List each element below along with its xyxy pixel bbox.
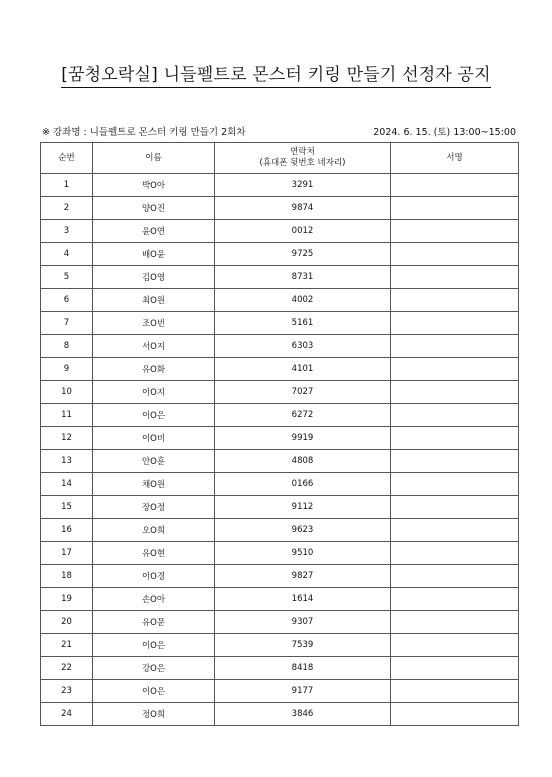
row-name-cell: 이O은 bbox=[93, 634, 215, 657]
row-number-cell: 19 bbox=[41, 588, 93, 611]
table-row bbox=[41, 565, 519, 588]
row-name-cell: 최O원 bbox=[93, 289, 215, 312]
row-signature-cell bbox=[391, 335, 519, 358]
row-phone-cell: 3291 bbox=[215, 174, 391, 197]
row-number-cell: 16 bbox=[41, 519, 93, 542]
row-phone-cell: 1614 bbox=[215, 588, 391, 611]
header-contact bbox=[215, 143, 391, 174]
table-row bbox=[41, 703, 519, 726]
row-signature-cell bbox=[391, 703, 519, 726]
row-phone-cell: 9112 bbox=[215, 496, 391, 519]
row-name-cell: 이O지 bbox=[93, 381, 215, 404]
row-phone-cell: 3846 bbox=[215, 703, 391, 726]
row-number-cell: 14 bbox=[41, 473, 93, 496]
course-info-line bbox=[42, 124, 516, 138]
row-number-cell: 13 bbox=[41, 450, 93, 473]
row-phone-cell: 0012 bbox=[215, 220, 391, 243]
row-name-cell: 장O정 bbox=[93, 496, 215, 519]
row-name-cell: 채O원 bbox=[93, 473, 215, 496]
row-name-cell: 이O은 bbox=[93, 680, 215, 703]
row-phone-cell: 9510 bbox=[215, 542, 391, 565]
row-name-cell: 양O진 bbox=[93, 197, 215, 220]
row-name-cell: 유O현 bbox=[93, 542, 215, 565]
row-number-cell: 22 bbox=[41, 657, 93, 680]
table-row bbox=[41, 611, 519, 634]
row-name-cell: 손O아 bbox=[93, 588, 215, 611]
row-signature-cell bbox=[391, 450, 519, 473]
row-signature-cell bbox=[391, 289, 519, 312]
row-phone-cell: 5161 bbox=[215, 312, 391, 335]
row-number-cell: 11 bbox=[41, 404, 93, 427]
row-signature-cell bbox=[391, 519, 519, 542]
row-signature-cell bbox=[391, 680, 519, 703]
table-row bbox=[41, 427, 519, 450]
participants-table bbox=[40, 142, 519, 726]
row-signature-cell bbox=[391, 657, 519, 680]
table-row bbox=[41, 381, 519, 404]
row-phone-cell: 8418 bbox=[215, 657, 391, 680]
row-name-cell: 박O아 bbox=[93, 174, 215, 197]
row-signature-cell bbox=[391, 565, 519, 588]
row-number-cell: 9 bbox=[41, 358, 93, 381]
row-phone-cell: 4002 bbox=[215, 289, 391, 312]
row-signature-cell bbox=[391, 542, 519, 565]
table-row bbox=[41, 197, 519, 220]
document-title: [꿈청오락실] 니들펠트로 몬스터 키링 만들기 선정자 공지 bbox=[61, 65, 491, 88]
row-signature-cell bbox=[391, 611, 519, 634]
row-number-cell: 17 bbox=[41, 542, 93, 565]
row-phone-cell: 4808 bbox=[215, 450, 391, 473]
row-number-cell: 18 bbox=[41, 565, 93, 588]
table-row bbox=[41, 220, 519, 243]
row-signature-cell bbox=[391, 496, 519, 519]
row-phone-cell: 9919 bbox=[215, 427, 391, 450]
row-number-cell: 15 bbox=[41, 496, 93, 519]
row-number-cell: 4 bbox=[41, 243, 93, 266]
row-number-cell: 2 bbox=[41, 197, 93, 220]
row-phone-cell: 9623 bbox=[215, 519, 391, 542]
row-signature-cell bbox=[391, 266, 519, 289]
table-row bbox=[41, 312, 519, 335]
table-row bbox=[41, 404, 519, 427]
row-name-cell: 서O지 bbox=[93, 335, 215, 358]
row-name-cell: 안O훈 bbox=[93, 450, 215, 473]
row-signature-cell bbox=[391, 634, 519, 657]
row-phone-cell: 7539 bbox=[215, 634, 391, 657]
row-phone-cell: 9307 bbox=[215, 611, 391, 634]
table-row bbox=[41, 634, 519, 657]
document-title-container bbox=[0, 60, 552, 85]
row-signature-cell bbox=[391, 220, 519, 243]
row-name-cell: 윤O연 bbox=[93, 220, 215, 243]
row-phone-cell: 6272 bbox=[215, 404, 391, 427]
row-number-cell: 23 bbox=[41, 680, 93, 703]
header-signature: 서명 bbox=[391, 143, 519, 174]
row-name-cell: 배O윤 bbox=[93, 243, 215, 266]
row-name-cell: 정O희 bbox=[93, 703, 215, 726]
row-number-cell: 10 bbox=[41, 381, 93, 404]
row-number-cell: 12 bbox=[41, 427, 93, 450]
table-row bbox=[41, 289, 519, 312]
table-row bbox=[41, 243, 519, 266]
row-number-cell: 21 bbox=[41, 634, 93, 657]
course-label: ※ 강좌명 : 니들펠트로 몬스터 키링 만들기 2회차 bbox=[42, 127, 246, 138]
table-row bbox=[41, 680, 519, 703]
table-row bbox=[41, 542, 519, 565]
row-number-cell: 6 bbox=[41, 289, 93, 312]
row-phone-cell: 7027 bbox=[215, 381, 391, 404]
table-row bbox=[41, 335, 519, 358]
table-row bbox=[41, 588, 519, 611]
row-number-cell: 3 bbox=[41, 220, 93, 243]
table-row bbox=[41, 174, 519, 197]
row-number-cell: 7 bbox=[41, 312, 93, 335]
row-name-cell: 유O화 bbox=[93, 358, 215, 381]
row-signature-cell bbox=[391, 588, 519, 611]
row-signature-cell bbox=[391, 174, 519, 197]
header-name: 이름 bbox=[93, 143, 215, 174]
row-name-cell: 이O은 bbox=[93, 404, 215, 427]
table-row bbox=[41, 473, 519, 496]
row-number-cell: 24 bbox=[41, 703, 93, 726]
table-row bbox=[41, 358, 519, 381]
row-name-cell: 이O경 bbox=[93, 565, 215, 588]
row-phone-cell: 9177 bbox=[215, 680, 391, 703]
row-number-cell: 5 bbox=[41, 266, 93, 289]
row-signature-cell bbox=[391, 427, 519, 450]
row-signature-cell bbox=[391, 197, 519, 220]
row-name-cell: 조O빈 bbox=[93, 312, 215, 335]
row-phone-cell: 9874 bbox=[215, 197, 391, 220]
row-phone-cell: 9827 bbox=[215, 565, 391, 588]
row-number-cell: 8 bbox=[41, 335, 93, 358]
row-name-cell: 이O비 bbox=[93, 427, 215, 450]
row-signature-cell bbox=[391, 381, 519, 404]
table-header-row bbox=[41, 143, 519, 174]
table-row bbox=[41, 496, 519, 519]
row-phone-cell: 4101 bbox=[215, 358, 391, 381]
row-name-cell: 김O영 bbox=[93, 266, 215, 289]
row-signature-cell bbox=[391, 358, 519, 381]
row-signature-cell bbox=[391, 312, 519, 335]
row-name-cell: 강O은 bbox=[93, 657, 215, 680]
row-name-cell: 오O희 bbox=[93, 519, 215, 542]
row-number-cell: 1 bbox=[41, 174, 93, 197]
table-row bbox=[41, 266, 519, 289]
header-no: 순번 bbox=[41, 143, 93, 174]
header-contact-line2: (휴대폰 뒷번호 네자리) bbox=[259, 158, 346, 168]
table-row bbox=[41, 450, 519, 473]
header-contact-line1: 연락처 bbox=[290, 147, 315, 157]
row-signature-cell bbox=[391, 473, 519, 496]
course-date-time: 2024. 6. 15. (토) 13:00~15:00 bbox=[373, 127, 516, 138]
row-signature-cell bbox=[391, 243, 519, 266]
row-phone-cell: 0166 bbox=[215, 473, 391, 496]
table-row bbox=[41, 519, 519, 542]
row-phone-cell: 9725 bbox=[215, 243, 391, 266]
row-phone-cell: 6303 bbox=[215, 335, 391, 358]
row-phone-cell: 8731 bbox=[215, 266, 391, 289]
table-row bbox=[41, 657, 519, 680]
row-number-cell: 20 bbox=[41, 611, 93, 634]
row-name-cell: 유O문 bbox=[93, 611, 215, 634]
row-signature-cell bbox=[391, 404, 519, 427]
